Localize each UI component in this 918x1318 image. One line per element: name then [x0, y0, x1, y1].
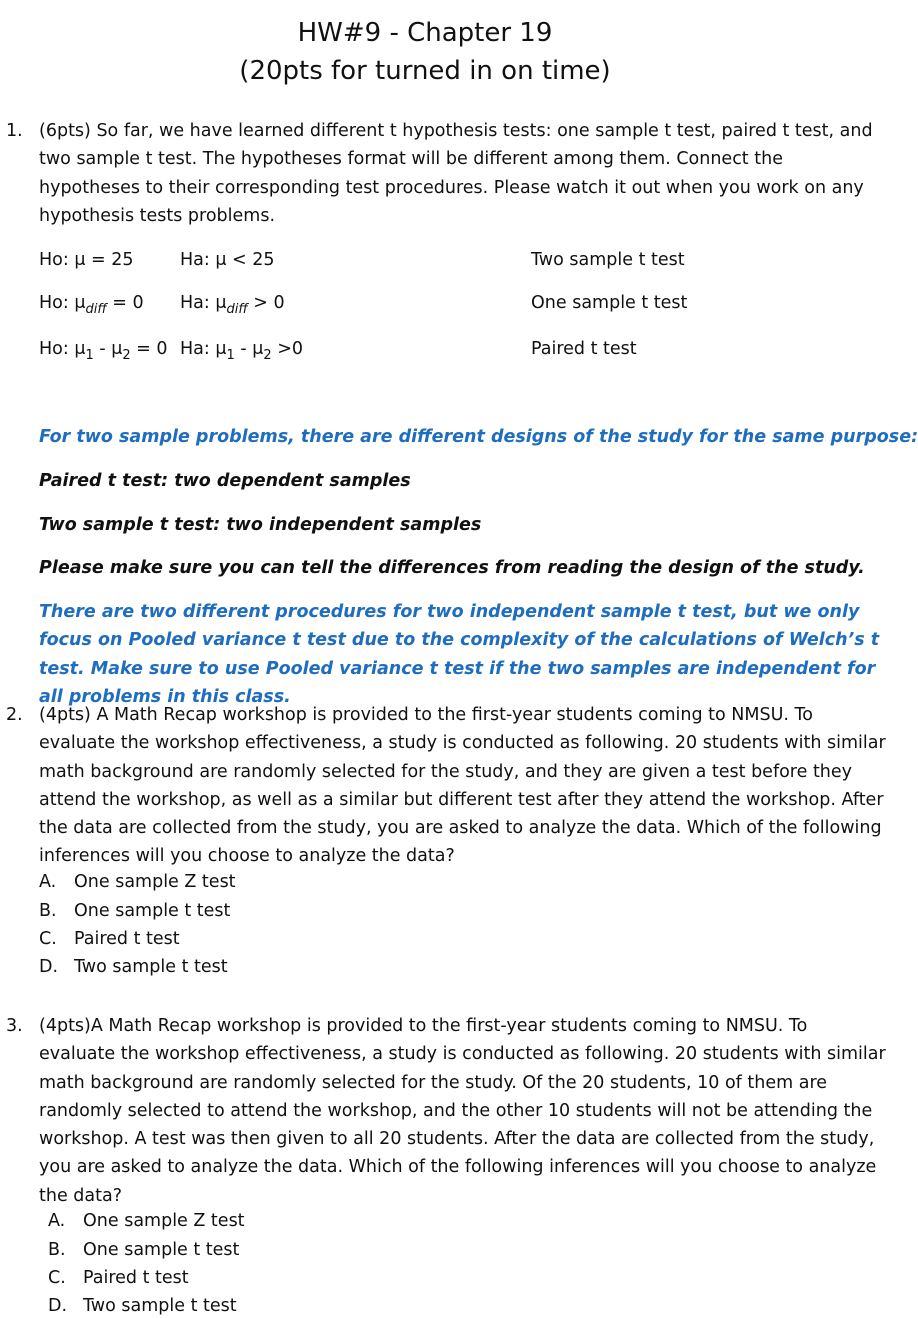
question-3-option-a: A. One sample Z test — [48, 1211, 245, 1231]
hypothesis-3-alt: Ha: $\mu_1 - \mu_2 >0$ — [180, 339, 303, 363]
hypothesis-2-alt: Ha: $\mu_{diff} > 0$ — [180, 293, 285, 317]
question-1-number: 1. — [6, 121, 23, 141]
note-two-sample: Two sample t test: two independent samples — [39, 515, 482, 535]
question-3-option-b: B. One sample t test — [48, 1240, 240, 1260]
question-3-text: (4pts)A Math Recap workshop is provided to the first-year students coming to NMSU. To evaluate the workshop effectiveness, a study is conducted as following. 20 students with similar math background are randomly selected for the study. Of the 20 students, 10 of them are randomly selected to attend the workshop, and the other 10 students will not be attending the workshop. A test was then given to all 20 students. After the data are collected from the study, you are asked to analyze the data. Which of the following inferences will you choose to analyze the data? — [39, 1016, 886, 1206]
question-2-option-d: D. Two sample t test — [39, 957, 228, 977]
question-3-number: 3. — [6, 1016, 23, 1036]
note-two-sample-designs: For two sample problems, there are different designs of the study for the same purpose: — [39, 427, 918, 447]
test-option-paired: Paired t test — [531, 339, 637, 359]
note-paired: Paired t test: two dependent samples — [39, 471, 411, 491]
hypothesis-1-alt: Ha: μ < 25 — [180, 250, 275, 270]
page-title: HW#9 - Chapter 19 — [297, 18, 553, 48]
question-1-text: (6pts) So far, we have learned different t hypothesis tests: one sample t test, paired t test, and two sample t test. The hypotheses format will be different among them. Connect the hypotheses to their corresponding test procedures. Please watch it out when you work on any hypothesis tests problems. — [39, 121, 873, 226]
test-option-two-sample: Two sample t test — [531, 250, 685, 270]
note-pooled-variance: There are two different procedures for two independent sample t test, but we only focus on Pooled variance t test due to the complexity of the calculations of Welch’s t test. Make sure to use Pooled variance t test if the two samples are independent for all problems in this class. — [39, 602, 880, 707]
question-2-number: 2. — [6, 705, 23, 725]
question-3-option-c: C. Paired t test — [48, 1268, 189, 1288]
question-3-option-d: D. Two sample t test — [48, 1296, 237, 1316]
question-2-option-a: A. One sample Z test — [39, 872, 236, 892]
page-subtitle: (20pts for turned in on time) — [239, 56, 611, 86]
hypothesis-1-null: Ho: μ = 25 — [39, 250, 134, 270]
test-option-one-sample: One sample t test — [531, 293, 688, 313]
hypothesis-2-null: Ho: $\mu_{diff} = 0$ — [39, 293, 144, 317]
note-tell-differences: Please make sure you can tell the differences from reading the design of the study. — [39, 558, 865, 578]
question-2-option-b: B. One sample t test — [39, 901, 231, 921]
hypothesis-3-null: Ho: $\mu_1 - \mu_2 = 0$ — [39, 339, 168, 363]
question-2-text: (4pts) A Math Recap workshop is provided to the first-year students coming to NMSU. To evaluate the workshop effectiveness, a study is conducted as following. 20 students with similar math background are randomly selected for the study, and they are given a test before they attend the workshop, as well as a similar but different test after they attend the workshop. After the data are collected from the study, you are asked to analyze the data. Which of the following inferences will you choose to analyze the data? — [39, 705, 886, 867]
question-2-option-c: C. Paired t test — [39, 929, 180, 949]
